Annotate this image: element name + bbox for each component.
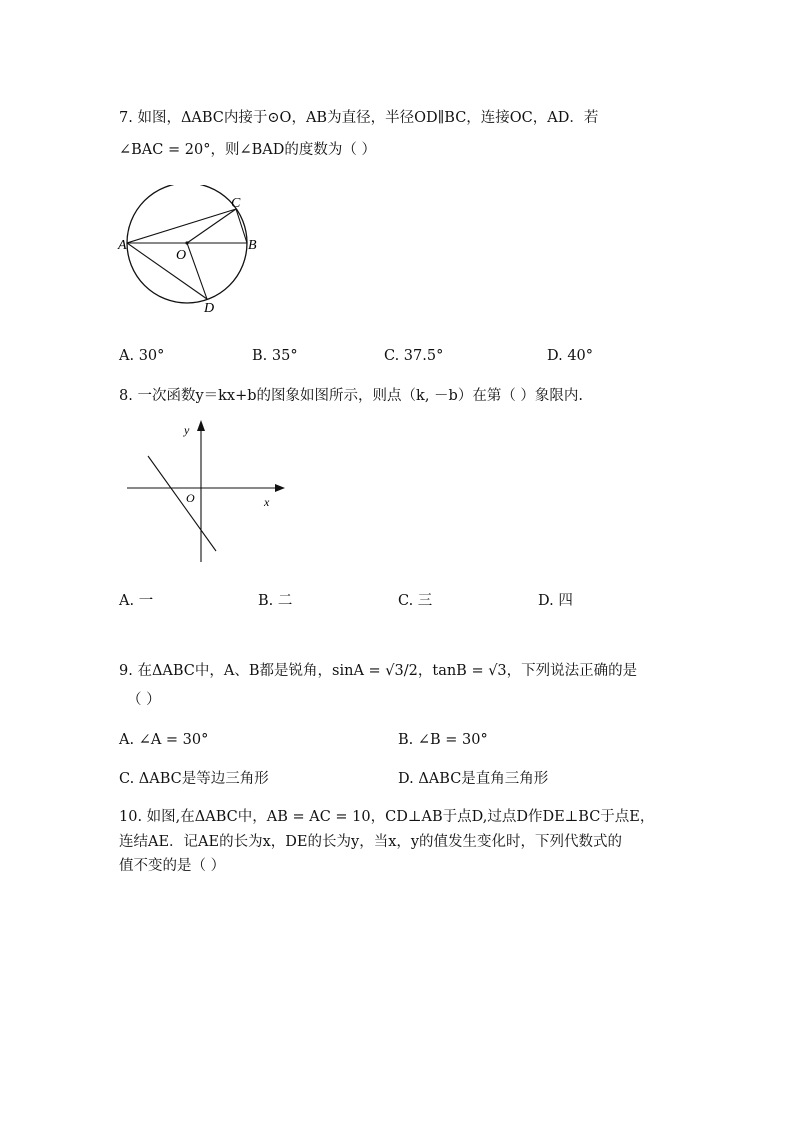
q9-option-d[interactable]: D. ΔABC是直角三角形 (398, 771, 549, 787)
q8-option-d[interactable]: D. 四 (538, 593, 573, 609)
q10-stem-line3: 值不变的是（ ） (119, 858, 226, 874)
q10-stem-line2: 连结AE．记AE的长为x，DE的长为y，当x，y的值发生变化时，下列代数式的 (119, 834, 623, 850)
q8-option-a[interactable]: A. 一 (119, 593, 154, 609)
q8-origin-label: O (186, 491, 195, 505)
q7-option-d[interactable]: D. 40° (547, 348, 594, 364)
q8-option-b[interactable]: B. 二 (258, 593, 293, 609)
q7-label-C: C (231, 196, 241, 211)
q8-stem-line1: 8. 一次函数y＝kx+b的图象如图所示，则点（k, －b）在第（ ）象限内. (119, 388, 584, 404)
q9-option-c[interactable]: C. ΔABC是等边三角形 (119, 771, 269, 787)
q10-stem-line1: 10. 如图,在ΔABC中，AB = AC = 10，CD⊥AB于点D,过点D作DE⊥BC于点E， (119, 809, 655, 825)
q9-stem-line1: 9. 在ΔABC中，A、B都是锐角，sinA = √3/2，tanB = √3，下列说法正确的是 (119, 663, 638, 679)
q7-stem-line1: 7. 如图，ΔABC内接于⊙O，AB为直径，半径OD∥BC，连接OC，AD．若 (119, 110, 599, 126)
q8-axis-y-label: y (184, 423, 190, 437)
q7-label-D: D (204, 301, 215, 315)
q9-stem-line2: （ ） (127, 692, 161, 708)
q8-option-c[interactable]: C. 三 (398, 593, 433, 609)
q8-line-graph (122, 415, 292, 565)
q7-option-a[interactable]: A. 30° (119, 348, 165, 364)
q7-circle-figure (112, 185, 272, 315)
q7-label-A: A (118, 238, 127, 253)
q7-label-O: O (176, 248, 187, 263)
q8-axis-x-label: x (264, 495, 270, 509)
q7-label-B: B (248, 238, 257, 253)
q7-option-c[interactable]: C. 37.5° (384, 348, 444, 364)
q7-stem-line2: ∠BAC = 20°，则∠BAD的度数为（ ） (119, 142, 376, 158)
q9-option-b[interactable]: B. ∠B = 30° (398, 732, 488, 748)
q9-option-a[interactable]: A. ∠A = 30° (119, 732, 209, 748)
q7-option-b[interactable]: B. 35° (252, 348, 298, 364)
